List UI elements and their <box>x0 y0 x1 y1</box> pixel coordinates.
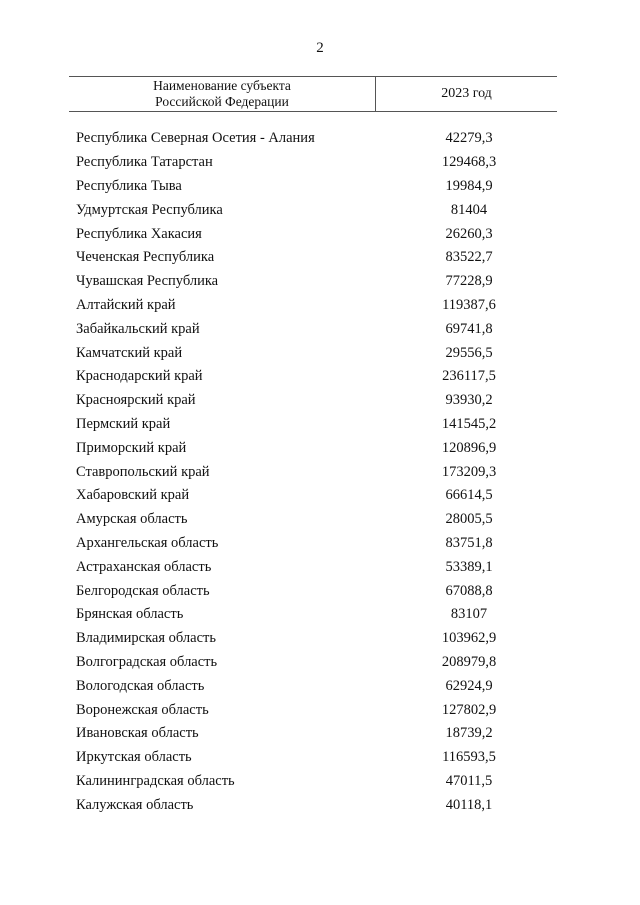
table-row <box>76 627 556 651</box>
subject-name: Республика Хакасия <box>76 225 202 242</box>
subject-name: Вологодская область <box>76 677 205 694</box>
table-row <box>76 365 556 389</box>
subject-value: 62924,9 <box>445 677 493 694</box>
subject-name: Чеченская Республика <box>76 249 215 266</box>
table-row <box>76 484 556 508</box>
subject-name: Брянская область <box>76 606 184 623</box>
subject-value: 120896,9 <box>441 439 497 456</box>
table-row <box>76 127 556 151</box>
table-row <box>76 508 556 532</box>
table-row <box>76 270 556 294</box>
subject-value: 208979,8 <box>441 653 497 670</box>
subject-name: Воронежская область <box>76 701 209 718</box>
subject-name: Волгоградская область <box>76 653 218 670</box>
subject-name: Калининградская область <box>76 772 235 789</box>
subject-value: 119387,6 <box>442 296 496 313</box>
table-row <box>76 722 556 746</box>
subject-name: Калужская область <box>76 796 194 813</box>
subject-name: Камчатский край <box>76 344 183 361</box>
table-row <box>76 436 556 460</box>
table-row <box>76 389 556 413</box>
table-header <box>69 76 557 112</box>
subject-value: 53389,1 <box>445 558 493 575</box>
subject-value: 67088,8 <box>445 582 493 599</box>
subject-name: Краснодарский край <box>76 368 203 385</box>
table-row <box>76 413 556 437</box>
table-row <box>76 793 556 817</box>
subject-value: 83107 <box>450 606 488 623</box>
subject-value: 19984,9 <box>445 177 493 194</box>
subject-name: Забайкальский край <box>76 320 200 337</box>
table-row <box>76 294 556 318</box>
table-row <box>76 579 556 603</box>
subject-value: 18739,2 <box>445 725 493 742</box>
table-row <box>76 175 556 199</box>
subject-name: Республика Северная Осетия - Алания <box>76 130 315 147</box>
subject-value: 28005,5 <box>445 511 493 528</box>
header-subject-name-line2: Российской Федерации <box>155 94 289 109</box>
table-body <box>76 127 556 817</box>
table-row <box>76 317 556 341</box>
table-row <box>76 151 556 175</box>
subject-value: 83751,8 <box>445 534 493 551</box>
subject-value: 26260,3 <box>445 225 493 242</box>
subject-value: 116593,5 <box>442 749 496 766</box>
header-subject-name-line1: Наименование субъекта <box>153 78 291 93</box>
table-row <box>76 746 556 770</box>
subject-value: 47011,5 <box>445 772 493 789</box>
subject-name: Астраханская область <box>76 558 212 575</box>
subject-name: Удмуртская Республика <box>76 201 223 218</box>
subject-name: Амурская область <box>76 511 188 528</box>
table-row <box>76 341 556 365</box>
subject-name: Алтайский край <box>76 296 176 313</box>
subject-value: 69741,8 <box>445 320 493 337</box>
subject-name: Пермский край <box>76 415 171 432</box>
subject-value: 66614,5 <box>445 487 493 504</box>
subject-name: Хабаровский край <box>76 487 190 504</box>
header-subject-name <box>69 77 376 111</box>
subject-name: Красноярский край <box>76 392 196 409</box>
subject-value: 29556,5 <box>445 344 493 361</box>
subject-name: Республика Татарстан <box>76 154 213 171</box>
table-row <box>76 460 556 484</box>
table-row <box>76 555 556 579</box>
subject-name: Иркутская область <box>76 749 192 766</box>
header-year: 2023 год <box>441 86 492 101</box>
subject-value: 127802,9 <box>441 701 497 718</box>
table-row <box>76 198 556 222</box>
subject-value: 236117,5 <box>442 368 496 385</box>
subject-name: Архангельская область <box>76 534 219 551</box>
table-row <box>76 651 556 675</box>
subject-value: 42279,3 <box>445 130 493 147</box>
subject-value: 81404 <box>450 201 488 218</box>
subject-value: 129468,3 <box>441 154 497 171</box>
table-row <box>76 246 556 270</box>
subject-name: Республика Тыва <box>76 177 182 194</box>
subject-value: 40118,1 <box>445 796 493 813</box>
table-row <box>76 532 556 556</box>
table-row <box>76 674 556 698</box>
table-row <box>76 222 556 246</box>
subject-name: Белгородская область <box>76 582 210 599</box>
subject-name: Приморский край <box>76 439 187 456</box>
subject-value: 93930,2 <box>445 392 493 409</box>
subject-name: Владимирская область <box>76 630 216 647</box>
subject-value: 173209,3 <box>441 463 497 480</box>
subject-value: 141545,2 <box>441 415 497 432</box>
subject-value: 83522,7 <box>445 249 493 266</box>
subject-value: 77228,9 <box>445 273 493 290</box>
table-row <box>76 698 556 722</box>
subject-name: Чувашская Республика <box>76 273 219 290</box>
table-row <box>76 770 556 794</box>
subject-name: Ставропольский край <box>76 463 210 480</box>
subject-name: Ивановская область <box>76 725 199 742</box>
table-row <box>76 603 556 627</box>
page-number: 2 <box>316 40 324 56</box>
subject-value: 103962,9 <box>441 630 497 647</box>
